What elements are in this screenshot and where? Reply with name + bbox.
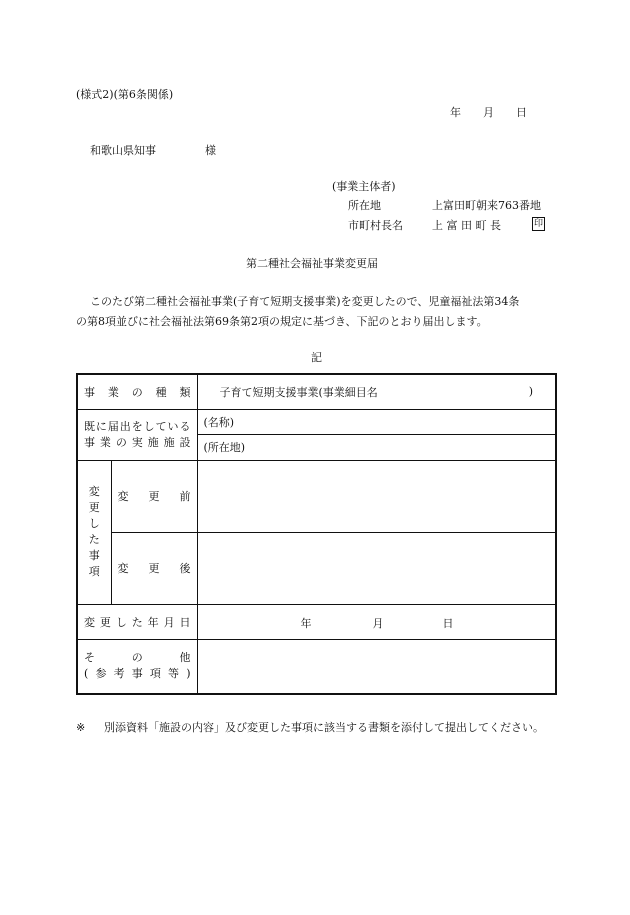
addressee-governor: 和歌山県知事 [90,144,156,157]
applicant-address-value: 上富田町朝来763番地 [432,199,541,212]
record-mark: 記 [311,351,322,364]
applicant-name-label: 市町村長名 [348,219,403,232]
facility-label [77,409,197,460]
body-text-line-2: の第8項並びに社会福祉法第69条第2項の規定に基づき、下記のとおり届出します。 [76,315,488,328]
change-date-field[interactable] [197,604,556,639]
footnote-text: 別添資料「施設の内容」及び変更した事項に該当する書類を添付して提出してください。 [104,721,544,734]
changed-items-char: 事 [88,549,100,562]
facility-label-line-2: 事業の実施施設 [84,435,191,449]
after-field[interactable] [197,532,556,604]
seal-mark: 印 [533,219,543,229]
facility-label-line-1: 既に届出をしている [84,419,191,433]
other-label-line-1: その他 [84,651,191,665]
business-type-value[interactable] [197,374,556,409]
date-day: 日 [442,616,454,630]
document-title: 第二種社会福祉事業変更届 [246,257,378,270]
changed-items-char: 更 [88,501,100,514]
footnote [76,718,560,738]
change-date-label: 変更した年月日 [77,604,197,639]
other-label [77,639,197,694]
changed-items-char: 項 [88,565,100,578]
changed-items-char: 変 [88,485,100,498]
facility-address-label: (所在地) [203,441,246,454]
before-field[interactable] [197,460,556,532]
footnote-mark: ※ [76,721,86,734]
business-type-text: 子育て短期支援事業(事業細目名 [219,385,378,399]
facility-address-field[interactable] [197,434,556,460]
form-number: (様式2)(第6条関係) [76,88,174,101]
date-line: 年 月 日 [450,106,527,119]
changed-items-char: し [88,517,100,530]
changed-items-char: た [88,533,100,546]
date-year: 年 [300,616,312,630]
other-label-line-2: (参考事項等) [84,667,191,681]
before-label: 変更前 [111,460,197,532]
change-form-table [76,373,557,695]
addressee-honorific: 様 [205,144,216,157]
body-text-line-1: このたび第二種社会福祉事業(子育て短期支援事業)を変更したので、児童福祉法第34条 [90,295,520,308]
facility-name-field[interactable] [197,409,556,434]
after-label: 変更後 [111,532,197,604]
changed-items-label [77,460,111,604]
facility-name-label: (名称) [203,415,235,429]
applicant-heading: (事業主体者) [332,180,396,193]
date-month: 月 [372,616,384,630]
applicant-name-value: 上 富 田 町 長 [432,219,501,232]
business-type-close: ) [528,385,533,398]
applicant-address-label: 所在地 [348,199,381,212]
business-type-label: 事業の種類 [77,374,197,409]
other-field[interactable] [197,639,556,694]
